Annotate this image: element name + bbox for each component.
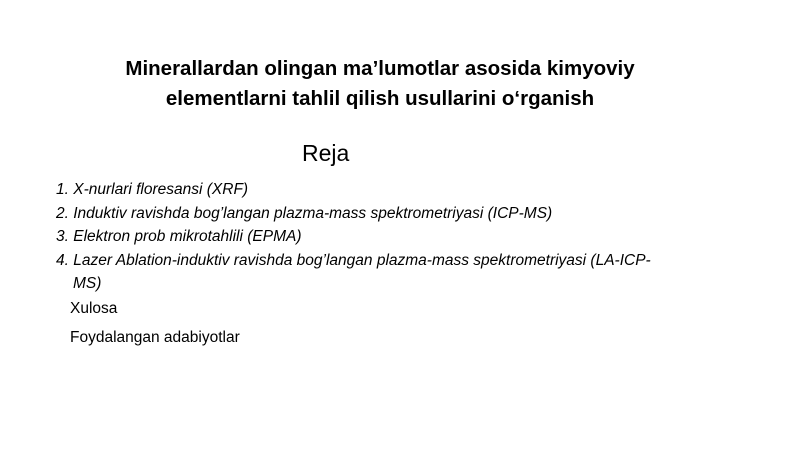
slide-title-line-2: elementlarni tahlil qilish usullarini o‘rganish: [165, 87, 595, 110]
plan-item-3: 3. Elektron prob mikrotahlili (EPMA): [56, 228, 302, 245]
plan-item-4: 4. Lazer Ablation-induktiv ravishda bog’langan plazma-mass spektrometriyasi (LA-ICP-MS): [56, 251, 651, 292]
slide-title: [60, 54, 700, 114]
plan-item-2: 2. Induktiv ravishda bog’langan plazma-mass spektrometriyasi (ICP-MS): [56, 204, 553, 222]
plan-list: [56, 178, 656, 296]
references-item: Foydalangan adabiyotlar: [70, 329, 240, 346]
plan-item-1: 1. X-nurlari floresansi (XRF): [56, 181, 249, 198]
slide-title-line-1: Minerallardan olingan ma’lumotlar asosida kimyoviy: [125, 57, 635, 80]
plan-heading: Reja: [302, 140, 350, 166]
conclusion-item: Xulosa: [70, 300, 118, 317]
